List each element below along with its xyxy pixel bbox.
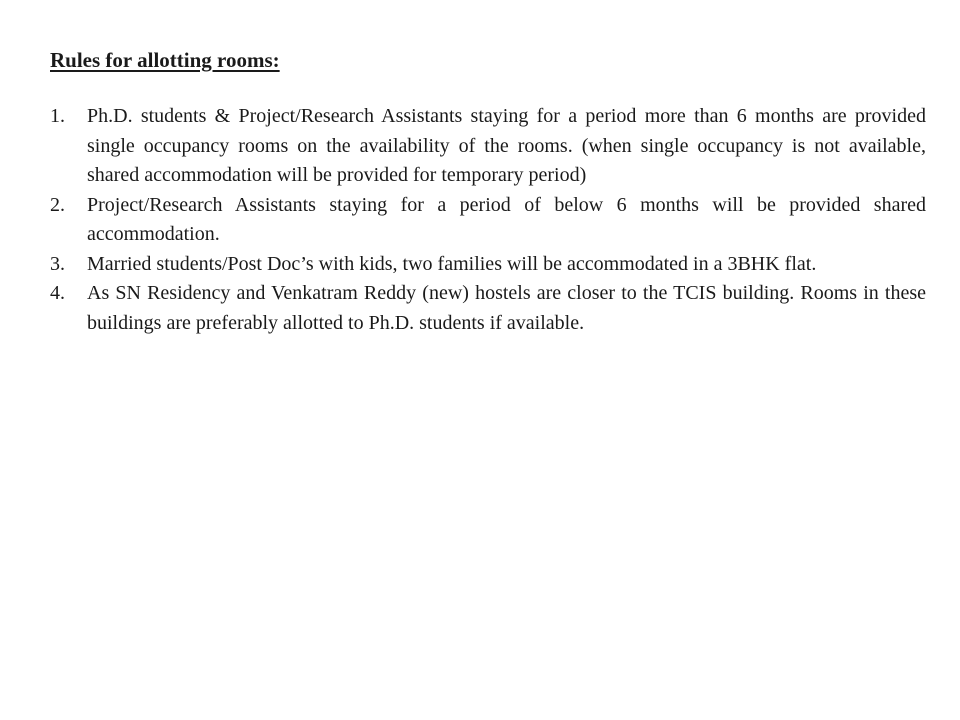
list-item-text: Married students/Post Doc’s with kids, two families will be accommodated in a 3BHK flat. — [87, 252, 817, 275]
list-item-number: 2. — [50, 193, 65, 216]
list-item-text: Project/Research Assistants staying for a period of below 6 months will be provided shared accommodation. — [87, 193, 926, 245]
page-title: Rules for allotting rooms: — [50, 48, 280, 72]
slide-content — [50, 44, 926, 338]
list-item-text: As SN Residency and Venkatram Reddy (new) hostels are closer to the TCIS building. Rooms in these buildings are preferably allotted to Ph.D. students if available. — [87, 282, 926, 334]
list-item-number: 3. — [50, 252, 65, 275]
list-item-text: Ph.D. students & Project/Research Assistants staying for a period more than 6 months are provided single occupancy rooms on the availability of the rooms. (when single occupancy is not available, shared accommodation will be provided for temporary period) — [87, 105, 926, 186]
rules-list — [50, 102, 926, 338]
list-item — [50, 102, 926, 191]
list-item-number: 1. — [50, 105, 65, 127]
list-item — [50, 250, 926, 280]
list-item — [50, 279, 926, 338]
list-item — [50, 191, 926, 250]
list-item-number: 4. — [50, 282, 65, 304]
